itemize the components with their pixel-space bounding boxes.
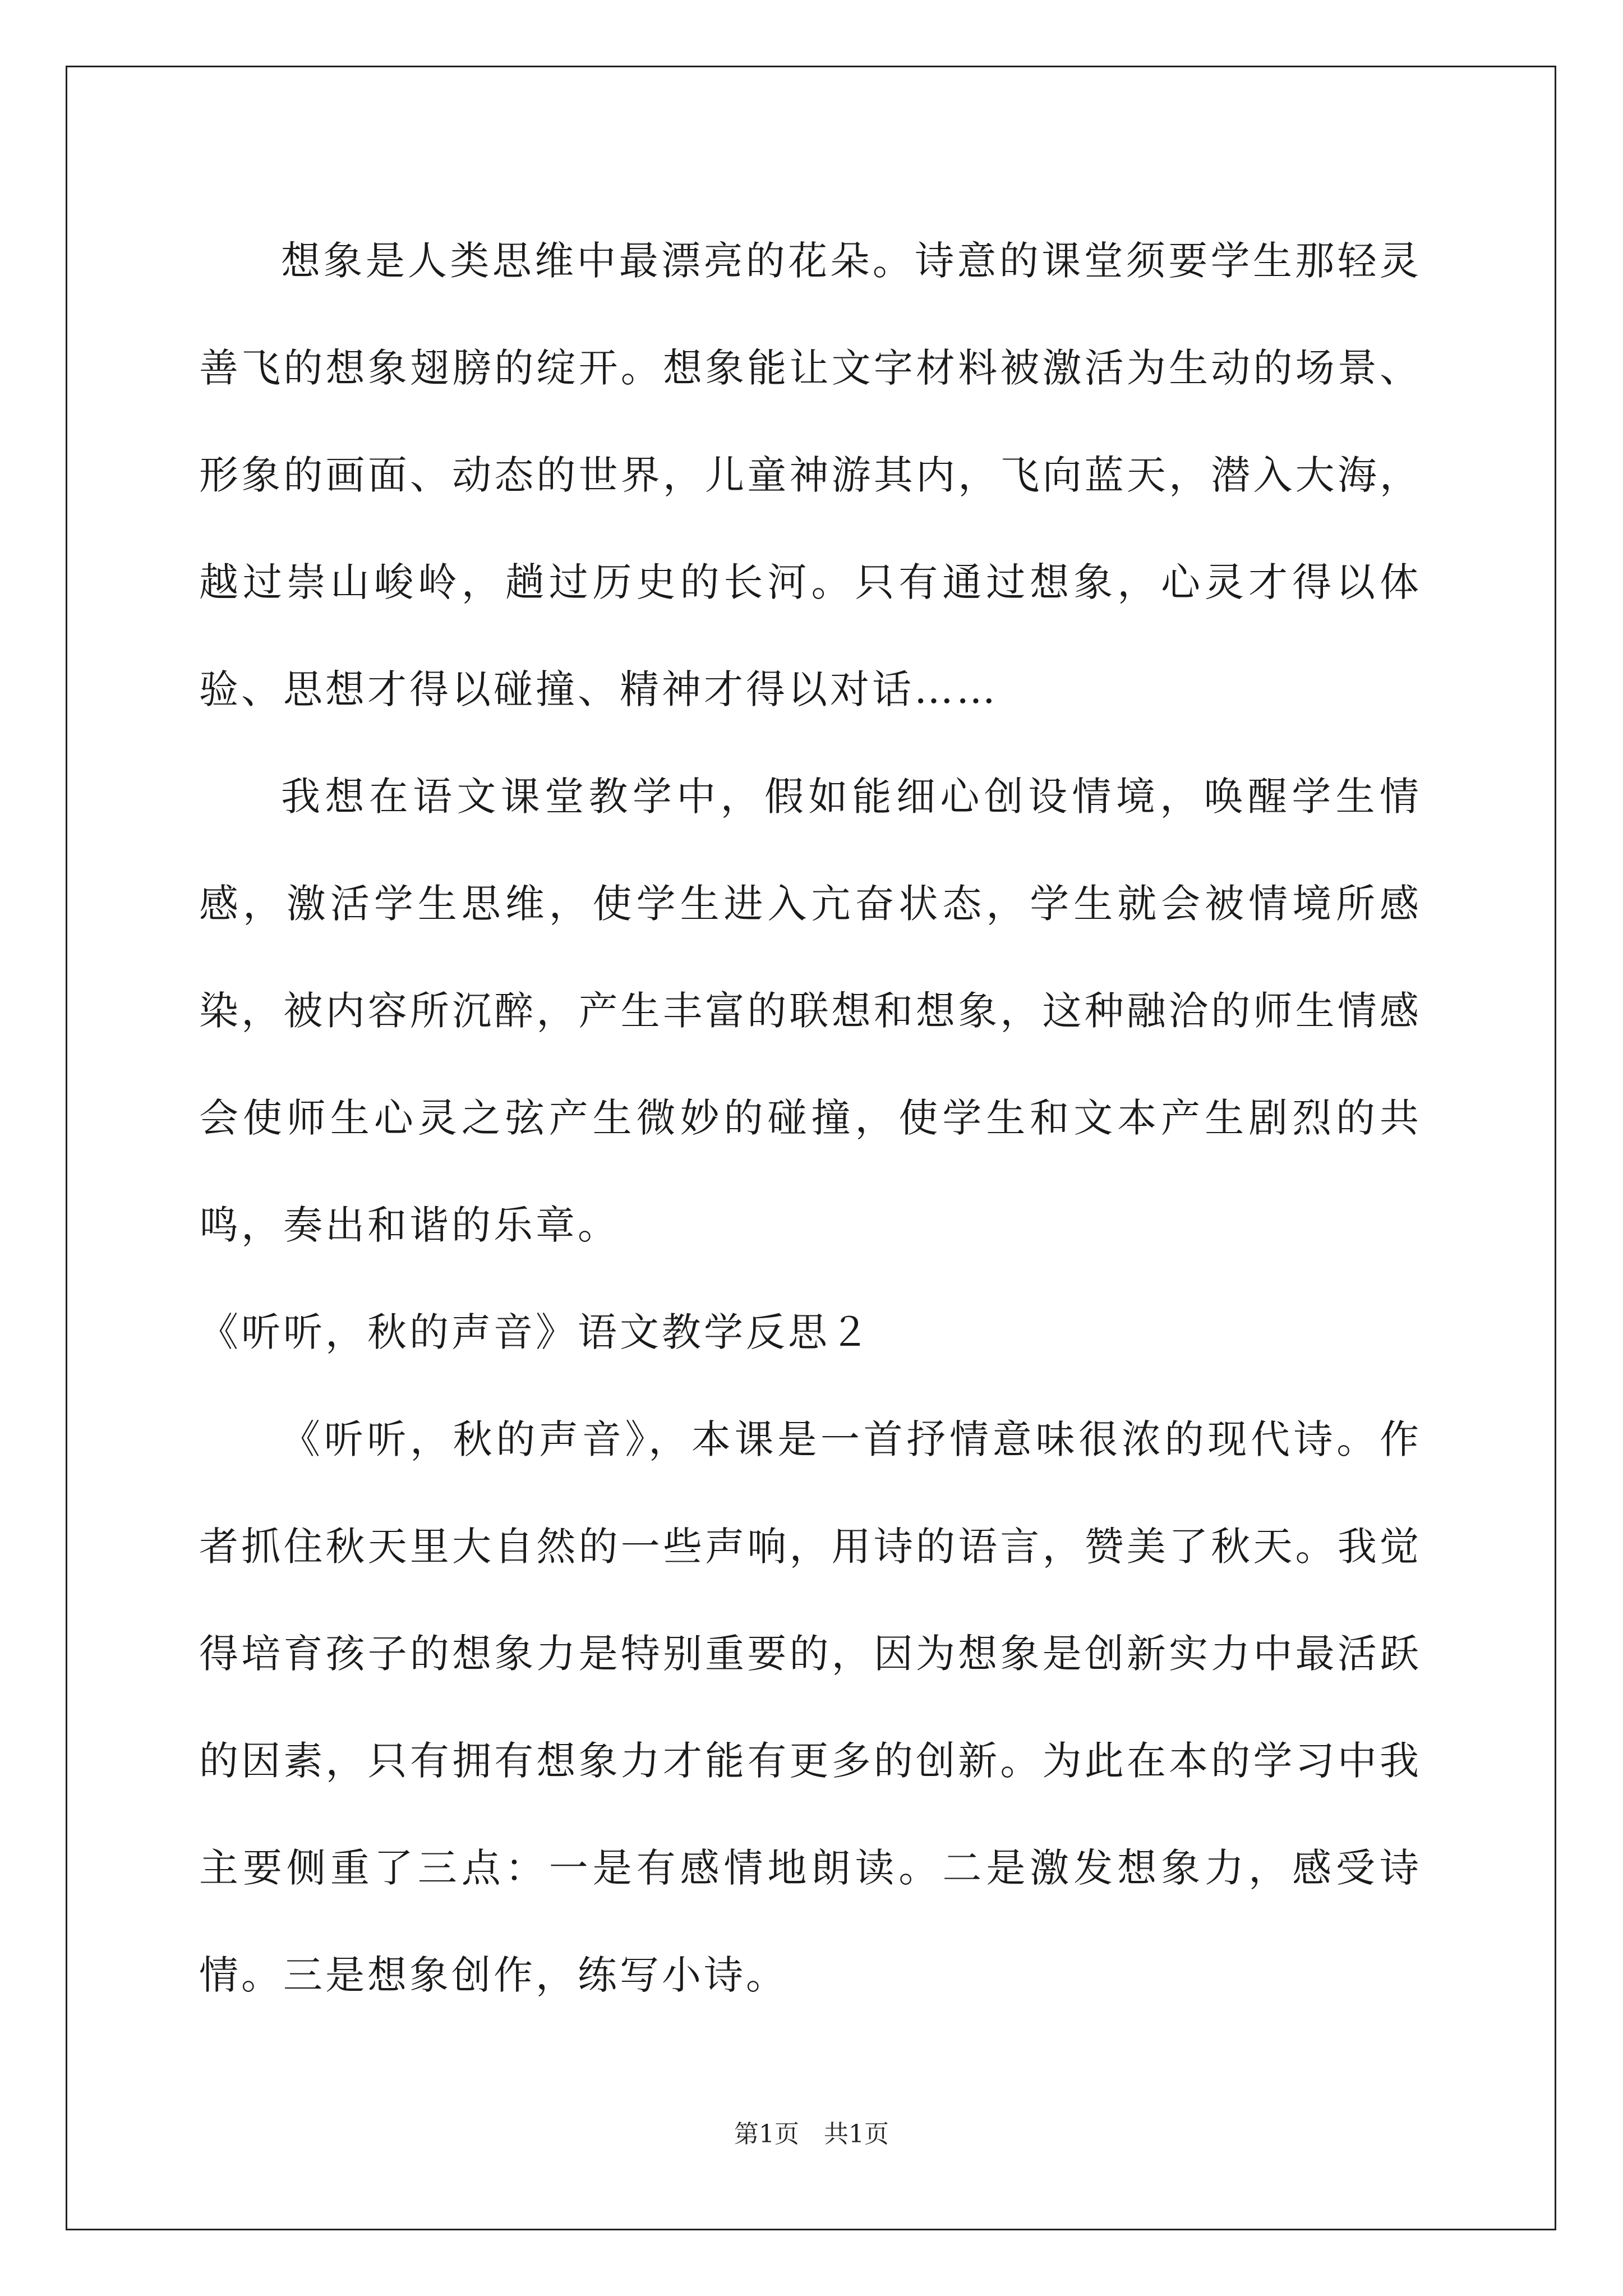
document-body [199,208,1422,2029]
page-number-footer: 第1页 共1页 [734,2120,889,2148]
body-paragraph: 想象是人类思维中最漂亮的花朵。诗意的课堂须要学生那轻灵善飞的想象翅膀的绽开。想象能让文字材料被激活为生动的场景、形象的画面、动态的世界，儿童神游其内，飞向蓝天，潜入大海，越过崇山峻岭，趟过历史的长河。只有通过想象，心灵才得以体验、思想才得以碰撞、精神才得以对话…… [199,238,1422,712]
body-paragraph: 我想在语文课堂教学中，假如能细心创设情境，唤醒学生情感，激活学生思维，使学生进入亢奋状态，学生就会被情境所感染，被内容所沉醉，产生丰富的联想和想象，这种融洽的师生情感会使师生心灵之弦产生微妙的碰撞，使学生和文本产生剧烈的共鸣，奏出和谐的乐章。 [199,774,1422,1248]
section-title: 《听听，秋的声音》语文教学反思２ [199,1309,872,1355]
body-paragraph: 《听听，秋的声音》，本课是一首抒情意味很浓的现代诗。作者抓住秋天里大自然的一些声响，用诗的语言，赞美了秋天。我觉得培育孩子的想象力是特别重要的，因为想象是创新实力中最活跃的因素，只有拥有想象力才能有更多的创新。为此在本的学习中我主要侧重了三点：一是有感情地朗读。二是激发想象力，感受诗情。三是想象创作，练写小诗。 [199,1416,1422,1998]
